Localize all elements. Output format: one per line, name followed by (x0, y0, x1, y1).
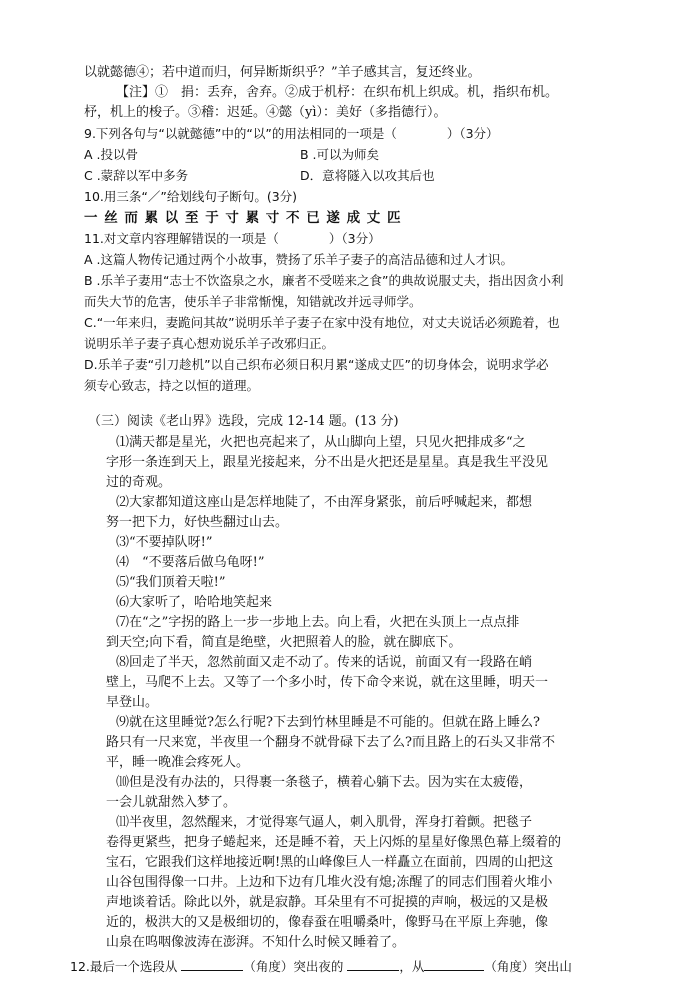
option-b: B .乐羊子妻用“志士不饮盗泉之水，廉者不受嗟来之食”的典故说服丈夫，指出因贪小利 (84, 273, 564, 288)
passage-line: ⑾半夜里，忽然醒来，才觉得寒气逼人，刺入肌骨，浑身打着颤。把毯子 (116, 815, 533, 830)
passage-line: 字形一条连到天上，跟星光接起来，分不出是火把还是星星。真是我生平没见 (106, 455, 549, 470)
answer-blank[interactable] (347, 956, 399, 971)
passage-line: ⑸“我们顶着天啦!” (116, 575, 226, 590)
passage-line: ⑽但是没有办法的，只得裹一条毯子，横着心躺下去。因为实在太疲倦， (116, 775, 533, 790)
option-b-cont: 而失大节的危害，使乐羊子非常惭愧，知错就改并远寻师学。 (84, 294, 422, 309)
notes-line: 【注】① 捐：丢弃，舍弃。②成于机杼：在织布机上织成。机，指织布机。 (116, 85, 559, 100)
passage-line: 山泉在呜咽像波涛在澎湃。不知什么时候又睡着了。 (106, 935, 406, 950)
question-9: 9.下列各句与“以就懿德”中的“以”的用法相同的一项是（ ）（3分） (84, 126, 499, 141)
answer-blank[interactable] (424, 956, 484, 971)
passage-line: ⑷ “不要落后做乌龟呀!” (116, 555, 265, 570)
passage-line: 壁上，马爬不上去。又等了一个多小时，传下命令来说，就在这里睡，明天一 (106, 675, 549, 690)
passage-line: 过的奇观。 (106, 475, 172, 490)
option-c: C.“一年来归，妻跪问其故”说明乐羊子妻子在家中没有地位，对丈夫说话必须跪着，也 (84, 315, 560, 330)
sentence-to-punctuate: 一 丝 而 累 以 至 于 寸 累 寸 不 已 遂 成 丈 匹 (84, 210, 402, 226)
passage-line: ⑼就在这里睡觉?怎么行呢?下去到竹林里睡是不可能的。但就在路上睡么? (116, 715, 540, 730)
passage-line: ⑶“不要掉队呀!” (116, 535, 213, 550)
section-heading: （三）阅读《老山界》选段，完成 12-14 题。(13 分) (88, 414, 399, 429)
option-b: B .可以为师矣 (300, 147, 380, 162)
passage-line: 一会儿就甜然入梦了。 (106, 795, 237, 810)
option-d: D.乐羊子妻“引刀趁机”以自己织布必须日积月累“遂成丈匹”的切身体会，说明求学必 (84, 357, 549, 372)
question-11: 11.对文章内容理解错误的一项是（ ）（3分） (84, 231, 381, 246)
passage-line: 到天空;向下看，简直是绝壁，火把照着人的脸，就在脚底下。 (106, 635, 462, 650)
passage-line: 宝石，它跟我们这样地接近啊!黑的山峰像巨人一样矗立在面前，四周的山把这 (106, 855, 554, 870)
passage-line: ⑴满天都是星光，火把也亮起来了，从山脚向上望，只见火把排成多“之 (116, 435, 526, 450)
question-10: 10.用三条“／”给划线句子断句。(3分) (84, 189, 298, 204)
passage-line: 以就懿德④；若中道而归，何异断斯织乎？”羊子感其言，复还终业。 (84, 65, 481, 80)
passage-line: 近的，极洪大的又是极细切的，像春蚕在咀嚼桑叶，像野马在平原上奔驰，像 (106, 915, 549, 930)
question-12 (70, 956, 572, 977)
question-12-mid: （角度）突出夜的 (243, 959, 348, 974)
option-d-cont: 须专心致志，持之以恒的道理。 (84, 378, 260, 393)
passage-line: ⑻回走了半天，忽然前面又走不动了。传来的话说，前面又有一段路在峭 (116, 655, 533, 670)
passage-line: 早登山。 (106, 695, 159, 710)
option-a: A .这篇人物传记通过两个小故事，赞扬了乐羊子妻子的高洁品德和过人才识。 (84, 252, 513, 267)
option-a: A .投以骨 (84, 147, 138, 162)
answer-blank[interactable] (181, 956, 243, 971)
notes-line: 杼，机上的梭子。③稽：迟延。④懿（yì）：美好（多指德行）。 (84, 105, 447, 120)
option-d: D．意将隧入以攻其后也 (300, 168, 435, 183)
question-12-mid: ，从 (399, 959, 425, 974)
option-c: C .蒙辞以军中多务 (84, 168, 189, 183)
option-c-cont: 说明乐羊子妻子真心想劝说乐羊子改邪归正。 (84, 336, 335, 351)
question-12-suffix: （角度）突出山 (484, 959, 572, 974)
passage-line: ⑹大家听了，哈哈地笑起来 (116, 595, 273, 610)
passage-line: ⑺在“之”字拐的路上一步一步地上去。向上看，火把在头顶上一点点排 (116, 615, 520, 630)
passage-line: 路只有一尺来宽，半夜里一个翻身不就骨碌下去了么?而且路上的石头又非常不 (106, 735, 555, 750)
passage-line: 努一把下力，好快些翻过山去。 (106, 515, 289, 530)
passage-line: 平，睡一晚准会疼死人。 (106, 755, 250, 770)
passage-line: ⑵大家都知道这座山是怎样地陡了，不由浑身紧张，前后呼喊起来，都想 (116, 495, 533, 510)
passage-line: 山谷包围得像一口井。上边和下边有几堆火没有熄;冻醒了的同志们围着火堆小 (106, 875, 553, 890)
question-12-prefix: 12.最后一个选段从 (70, 959, 182, 974)
passage-line: 卷得更紧些，把身子蜷起来，还是睡不着，天上闪烁的星星好像黑色幕上缀着的 (106, 835, 562, 850)
passage-line: 声地谈着话。除此以外，就是寂静。耳朵里有不可捉摸的声响，极远的又是极 (106, 895, 549, 910)
